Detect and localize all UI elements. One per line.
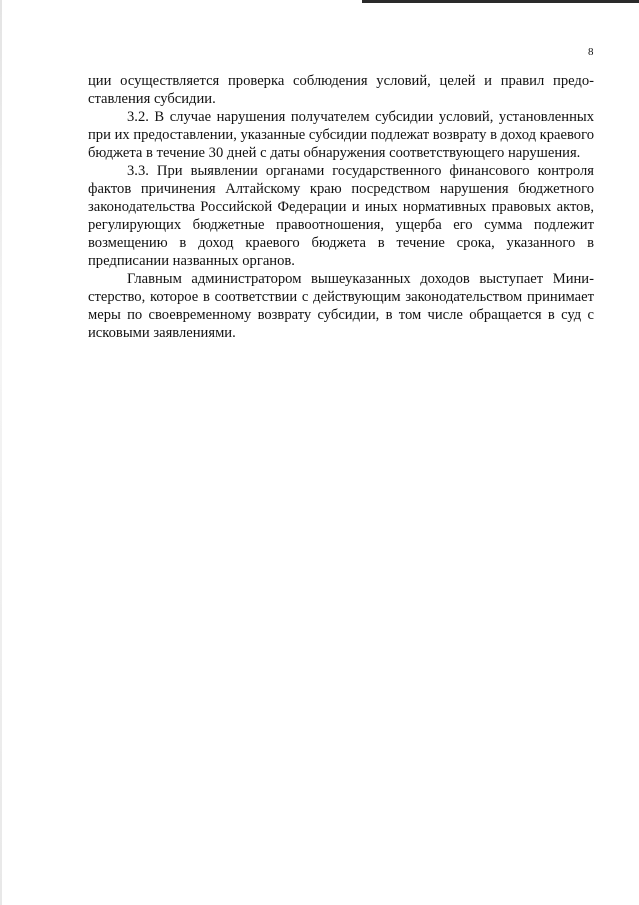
document-body (88, 72, 594, 342)
paragraph-chief-administrator: Главным администратором вышеуказанных доходов выступает Министерство, которое в соответствии с действующим законодательством принимает меры по своевременному возврату субсидии, в том числе обращается в суд с исковыми заявлениями. (88, 271, 594, 341)
scan-border-line (362, 0, 639, 3)
paragraph-3-3: 3.3. При выявлении органами государственного финансового контроля фактов причинения Алтайскому краю посредством нарушения бюджетного законодательства Российской Федерации и иных нормативных правовых актов, регулирующих бюджетные правоотношения, ущерба его сумма подлежит возмещению в доход краевого бюджета в течение срока, указанного в предписании названных органов. (88, 163, 594, 269)
paragraph-continuation: ции осуществляется проверка соблюдения условий, целей и правил предоставления субсидии. (88, 73, 594, 107)
paragraph-3-2: 3.2. В случае нарушения получателем субсидии условий, установленных при их предоставлении, указанные субсидии подлежат возврату в доход краевого бюджета в течение 30 дней с даты обнаружения соответствующего нарушения. (88, 109, 595, 161)
page-number: 8 (588, 46, 594, 58)
scan-edge-shadow (0, 0, 2, 905)
